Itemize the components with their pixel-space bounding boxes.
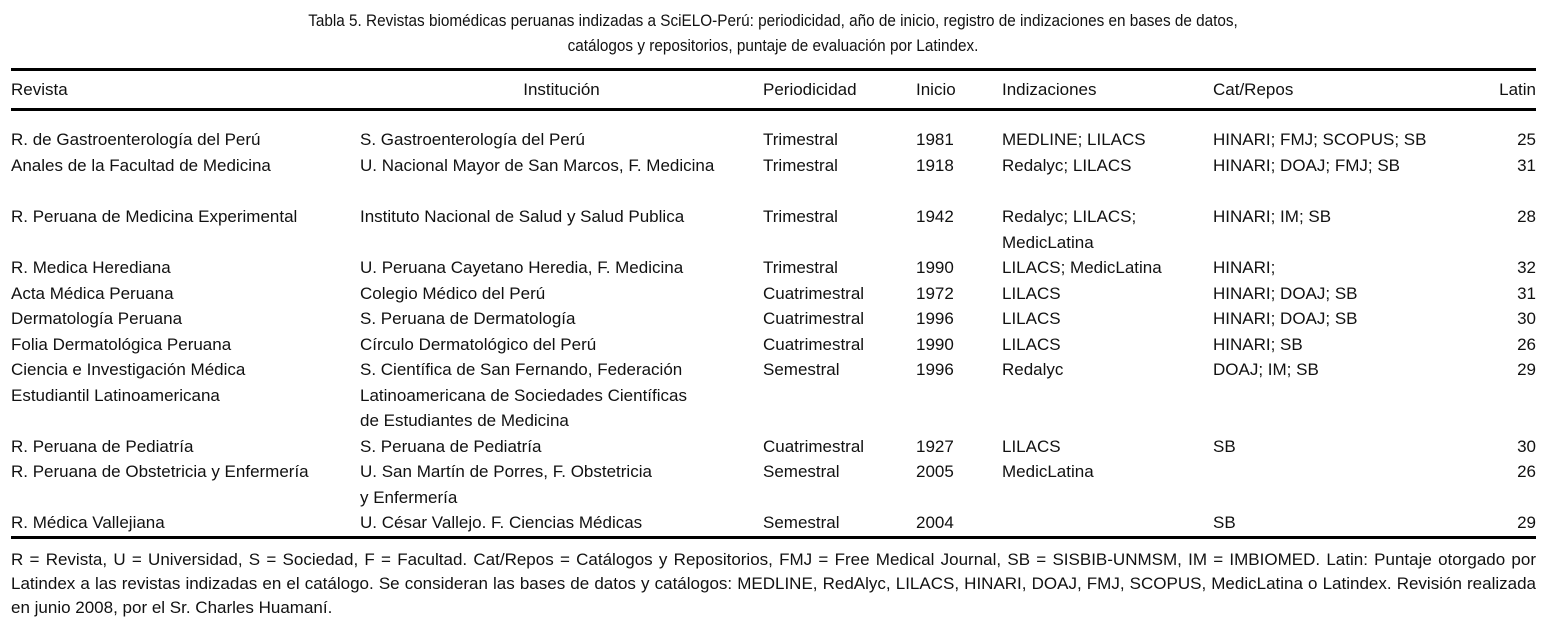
cell-revista: Ciencia e Investigación Médica Estudiantil Latinoamericana (11, 360, 246, 405)
cell-cat-repos: HINARI; DOAJ; FMJ; SB (1213, 155, 1401, 175)
cell-indizaciones: MedicLatina (1002, 462, 1094, 481)
table-row (11, 306, 1536, 332)
cell-revista: R. de Gastroenterología del Perú (11, 130, 261, 149)
cell-institucion: Círculo Dermatológico del Perú (360, 334, 597, 354)
cell-inicio: 1942 (916, 207, 954, 226)
cell-inicio: 1918 (916, 155, 954, 175)
cell-inicio: 1972 (916, 283, 954, 303)
cell-periodicidad: Trimestral (763, 130, 838, 149)
cell-cat-repos: HINARI; DOAJ; SB (1213, 283, 1358, 303)
cell-institucion: Colegio Médico del Perú (360, 283, 546, 303)
cell-inicio: 1981 (916, 130, 954, 149)
cell-periodicidad: Trimestral (763, 258, 838, 277)
cell-indizaciones: LILACS (1002, 309, 1061, 328)
header-revista: Revista (11, 79, 68, 99)
header-periodicidad: Periodicidad (763, 79, 857, 99)
cell-latin: 25 (1517, 130, 1536, 149)
table-row (11, 255, 1536, 281)
cell-revista: Dermatología Peruana (11, 309, 183, 328)
cell-inicio: 1990 (916, 258, 954, 277)
cell-institucion: Instituto Nacional de Salud y Salud Publica (360, 207, 685, 226)
cell-indizaciones: Redalyc; LILACS (1002, 155, 1132, 175)
cell-indizaciones: LILACS (1002, 334, 1061, 354)
cell-revista: R. Medica Herediana (11, 258, 171, 277)
table-caption (77, 8, 1468, 58)
table-row (11, 459, 1536, 510)
table-row (11, 110, 1536, 153)
header-latin: Latin (1499, 79, 1536, 99)
cell-inicio: 1996 (916, 360, 954, 379)
cell-indizaciones: Redalyc (1002, 360, 1064, 379)
cell-cat-repos (1213, 459, 1443, 510)
cell-revista: Folia Dermatológica Peruana (11, 334, 232, 354)
cell-institucion: S. Peruana de Dermatología (360, 309, 576, 328)
table-body (11, 110, 1536, 538)
header-cat-repos: Cat/Repos (1213, 79, 1294, 99)
cell-institucion: U. Peruana Cayetano Heredia, F. Medicina (360, 258, 684, 277)
cell-periodicidad: Cuatrimestral (763, 309, 865, 328)
cell-periodicidad: Semestral (763, 510, 916, 537)
cell-periodicidad: Cuatrimestral (763, 283, 865, 303)
cell-periodicidad: Semestral (763, 360, 840, 379)
cell-inicio: 2005 (916, 462, 954, 481)
cell-cat-repos: HINARI; (1213, 258, 1276, 277)
table-row (11, 510, 1536, 537)
cell-institucion: S. Peruana de Pediatría (360, 436, 542, 456)
cell-institucion: S. Gastroenterología del Perú (360, 130, 585, 149)
caption-line-1: Tabla 5. Revistas biomédicas peruanas indizadas a SciELO-Perú: periodicidad, año de inicio, registro de indizaciones en bases de datos, (308, 11, 1238, 30)
table-row (11, 357, 1536, 434)
cell-latin: 26 (1517, 334, 1536, 354)
cell-periodicidad: Cuatrimestral (763, 436, 865, 456)
header-institucion: Institución (523, 79, 600, 99)
cell-latin: 29 (1517, 360, 1536, 379)
cell-latin: 30 (1517, 436, 1536, 456)
cell-indizaciones: LILACS (1002, 436, 1061, 456)
cell-cat-repos: SB (1213, 436, 1236, 456)
cell-latin: 28 (1517, 207, 1536, 226)
cell-indizaciones (1002, 510, 1213, 537)
table-row (11, 153, 1536, 205)
cell-latin: 30 (1517, 309, 1536, 328)
cell-institucion: U. San Martín de Porres, F. Obstetricia y Enfermería (360, 462, 652, 507)
table-row (11, 332, 1536, 358)
cell-revista: R. Peruana de Medicina Experimental (11, 207, 298, 226)
cell-institucion: U. Nacional Mayor de San Marcos, F. Medicina (360, 155, 715, 175)
table-row (11, 434, 1536, 460)
cell-inicio: 2004 (916, 510, 1002, 537)
header-indizaciones: Indizaciones (1002, 79, 1097, 99)
cell-indizaciones: LILACS (1002, 283, 1061, 303)
cell-inicio: 1927 (916, 436, 954, 456)
cell-indizaciones: LILACS; MedicLatina (1002, 258, 1162, 277)
cell-indizaciones: Redalyc; LILACS; MedicLatina (1002, 207, 1137, 252)
cell-periodicidad: Semestral (763, 462, 840, 481)
cell-cat-repos: DOAJ; IM; SB (1213, 360, 1319, 379)
cell-latin: 26 (1517, 462, 1536, 481)
cell-cat-repos: HINARI; DOAJ; SB (1213, 309, 1358, 328)
cell-revista: Anales de la Facultad de Medicina (11, 155, 271, 175)
journals-table (11, 68, 1536, 539)
cell-indizaciones: MEDLINE; LILACS (1002, 130, 1146, 149)
cell-cat-repos: SB (1213, 510, 1443, 537)
cell-revista: R. Peruana de Obstetricia y Enfermería (11, 462, 309, 481)
table-row (11, 204, 1536, 255)
table-row (11, 281, 1536, 307)
cell-institucion: U. César Vallejo. F. Ciencias Médicas (360, 510, 763, 537)
table-footnote: R = Revista, U = Universidad, S = Sociedad, F = Facultad. Cat/Repos = Catálogos y Repositorios, FMJ = Free Medical Journal, SB = SISBIB-UNMSM, IM = IMBIOMED. Latin: Puntaje otorgado por Latindex a las revistas indizadas en el catálogo. Se consideran las bases de datos y catálogos: MEDLINE, RedAlyc, LILACS, HINARI, DOAJ, FMJ, SCOPUS, MedicLatina o Latindex. Revisión realizada en junio 2008, por el Sr. Charles Huamaní. (11, 550, 1536, 617)
cell-cat-repos: HINARI; SB (1213, 334, 1303, 354)
cell-revista: R. Médica Vallejiana (11, 510, 360, 537)
cell-latin: 31 (1517, 155, 1536, 175)
cell-revista: Acta Médica Peruana (11, 283, 174, 303)
cell-periodicidad: Trimestral (763, 207, 838, 226)
cell-inicio: 1996 (916, 309, 954, 328)
cell-revista: R. Peruana de Pediatría (11, 436, 194, 456)
header-inicio: Inicio (916, 79, 956, 99)
cell-latin: 32 (1517, 258, 1536, 277)
table-header-row (11, 70, 1536, 110)
cell-periodicidad: Cuatrimestral (763, 334, 865, 354)
cell-periodicidad: Trimestral (763, 155, 838, 175)
caption-line-2: catálogos y repositorios, puntaje de evaluación por Latindex. (567, 36, 979, 55)
cell-latin: 31 (1517, 283, 1536, 303)
cell-cat-repos: HINARI; FMJ; SCOPUS; SB (1213, 130, 1427, 149)
cell-inicio: 1990 (916, 334, 954, 354)
cell-cat-repos: HINARI; IM; SB (1213, 207, 1332, 226)
cell-institucion: S. Científica de San Fernando, Federación Latinoamericana de Sociedades Científicas de Estudiantes de Medicina (360, 360, 687, 430)
cell-latin: 29 (1443, 510, 1536, 537)
